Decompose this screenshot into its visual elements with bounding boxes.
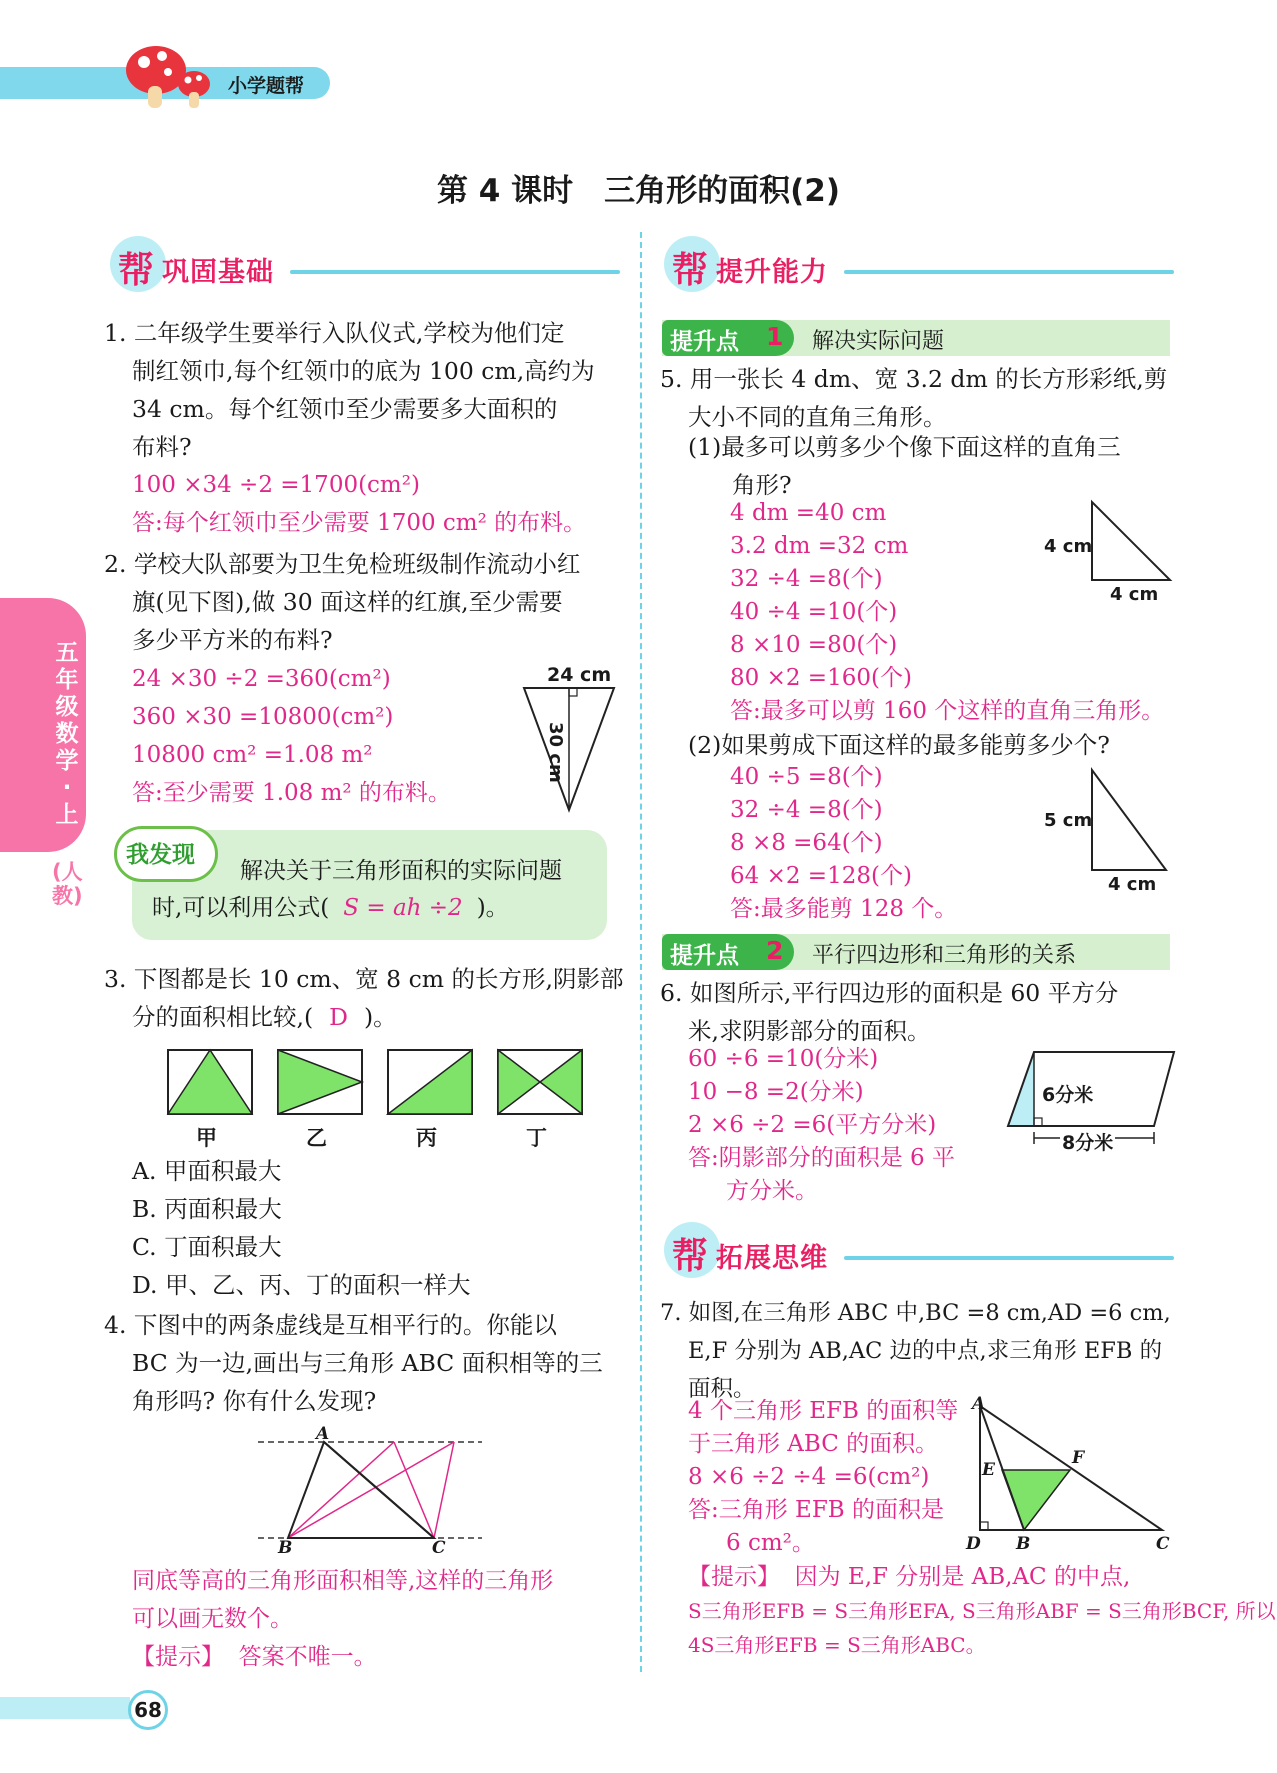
tisheng-bar-2 (662, 934, 1170, 970)
side-tab-text: 五年级数学·上 (55, 640, 79, 828)
q2-answer-line: 答:至少需要 1.08 m² 的布料。 (132, 780, 451, 806)
q7-line: 面积。 (688, 1376, 756, 1402)
q3-label: 丙 (416, 1126, 437, 1150)
q5-triangle2-figure (1086, 766, 1176, 876)
q1-line: 制红领巾,每个红领巾的底为 100 cm,高约为 (132, 357, 595, 385)
q6-answer-line: 60 ÷6 =10(分米) (688, 1046, 879, 1072)
discovery-line2-post: )。 (476, 895, 509, 921)
q1-answer-calc: 100 ×34 ÷2 =1700(cm²) (132, 472, 420, 498)
section-title-text: 提升能力 (716, 257, 828, 288)
q5-answer1-line: 4 dm =40 cm (730, 500, 887, 526)
q7-point-label: D (966, 1534, 981, 1554)
q7-point-label: E (982, 1460, 995, 1480)
q4-point-label: B (278, 1538, 293, 1558)
q4-text (104, 1306, 603, 1420)
q5-text (660, 360, 1167, 436)
q5-answer1-line: 8 ×10 =80(个) (730, 632, 898, 658)
q5-part1 (688, 428, 1121, 504)
bang-char: 帮 (672, 250, 709, 291)
q7-text (660, 1294, 1171, 1408)
q3-line: 3. 下图都是长 10 cm、宽 8 cm 的长方形,阴影部 (104, 965, 624, 993)
page-number: 68 (134, 1698, 162, 1722)
q7-point-label: C (1156, 1534, 1170, 1554)
q4-answer-line: 可以画无数个。 (132, 1606, 293, 1632)
q3-line-2-text: 分的面积相比较,( (132, 1003, 314, 1031)
discovery-formula: S = ah ÷2 (343, 895, 463, 921)
discovery-line1: 解决关于三角形面积的实际问题 (240, 858, 562, 884)
q4-answer-line: 同底等高的三角形面积相等,这样的三角形 (132, 1568, 554, 1594)
q2-answer-line: 360 ×30 =10800(cm²) (132, 704, 394, 730)
q5-triangle1-figure (1086, 498, 1176, 586)
discovery-badge-text: 我发现 (126, 842, 195, 868)
q7-hint-3: 4S三角形EFB = S三角形ABC。 (688, 1633, 986, 1657)
q7-point-label: F (1072, 1448, 1085, 1468)
q6-line: 6. 如图所示,平行四边形的面积是 60 平方分 (660, 979, 1119, 1007)
section-basic-title (162, 250, 274, 289)
q1-answer-text: 答:每个红领巾至少需要 1700 cm² 的布料。 (132, 510, 587, 536)
brand-name: 小学题帮 (228, 75, 305, 97)
q4-line: BC 为一边,画出与三角形 ABC 面积相等的三 (132, 1349, 603, 1377)
footer-band (0, 1697, 130, 1719)
mushroom-logo-icon (122, 40, 222, 112)
q3-text (104, 960, 623, 1036)
q7-answer (688, 1396, 958, 1558)
discovery-line2 (152, 893, 509, 923)
q4-hint-text: 答案不唯一。 (238, 1644, 377, 1670)
q7-hint-label: 【提示】 (688, 1564, 780, 1590)
tisheng-badge-text: 提升点 (670, 329, 739, 355)
q6-answer-line: 答:阴影部分的面积是 6 平 (688, 1145, 956, 1171)
q3-rectangles-figure (164, 1046, 604, 1118)
q1-line: 1. 二年级学生要举行入队仪式,学校为他们定 (104, 319, 565, 347)
q7-line: E,F 分别为 AB,AC 边的中点,求三角形 EFB 的 (688, 1338, 1163, 1364)
q5-answer2-line: 答:最多能剪 128 个。 (730, 896, 958, 922)
q5-answer2-line: 40 ÷5 =8(个) (730, 764, 883, 790)
q3-option: D. 甲、乙、丙、丁的面积一样大 (132, 1271, 471, 1299)
page-title: 第 4 课时 三角形的面积(2) (436, 173, 841, 209)
tisheng-number: 1 (766, 322, 784, 351)
q7-answer-line: 4 个三角形 EFB 的面积等 (688, 1398, 959, 1424)
q3-label: 乙 (306, 1126, 327, 1150)
q1-line: 34 cm。每个红领巾至少需要多大面积的 (132, 395, 558, 423)
tisheng-label: 解决实际问题 (812, 329, 945, 354)
q5-line: 大小不同的直角三角形。 (688, 403, 947, 431)
section-improve-title (716, 250, 828, 289)
q7-hint-1 (688, 1562, 1130, 1592)
q5-answer1-line: 80 ×2 =160(个) (730, 665, 912, 691)
q7-answer-line: 6 cm²。 (726, 1530, 815, 1556)
q5-answer2-line: 32 ÷4 =8(个) (730, 797, 883, 823)
column-divider (640, 232, 642, 1672)
q5-answer2-line: 64 ×2 =128(个) (730, 863, 912, 889)
q7-point-label: A (972, 1394, 986, 1414)
section-title-text: 巩固基础 (162, 257, 274, 288)
q4-hint-label: 【提示】 (132, 1644, 224, 1670)
q7-point-label: B (1016, 1534, 1031, 1554)
q7-answer-line: 于三角形 ABC 的面积。 (688, 1431, 939, 1457)
q5-fig1-base: 4 cm (1110, 584, 1159, 605)
q6-line: 米,求阴影部分的面积。 (688, 1017, 931, 1045)
q5-answer1-line: 32 ÷4 =8(个) (730, 566, 883, 592)
side-tab-sub: (人教) (52, 860, 83, 908)
section-expand-title (716, 1236, 828, 1275)
q5-fig2-base: 4 cm (1108, 874, 1157, 895)
q2-text (104, 545, 580, 659)
q6-answer-line: 10 −8 =2(分米) (688, 1079, 864, 1105)
section-improve-header (664, 236, 1174, 292)
q7-triangle-figure (968, 1400, 1174, 1536)
tisheng-number: 2 (766, 936, 784, 965)
q3-line-2 (104, 998, 623, 1036)
q7-line: 7. 如图,在三角形 ABC 中,BC =8 cm,AD =6 cm, (660, 1300, 1171, 1326)
flag-top-label: 24 cm (547, 664, 612, 686)
q5-answer2-line: 8 ×8 =64(个) (730, 830, 883, 856)
q4-hint (132, 1642, 377, 1672)
bang-char: 帮 (118, 250, 155, 291)
q7-answer-line: 8 ×6 ÷2 ÷4 =6(cm²) (688, 1464, 930, 1490)
q5-part1-line: (1)最多可以剪多少个像下面这样的直角三 (688, 433, 1121, 461)
q7-hint-2: S三角形EFB = S三角形EFA, S三角形ABF = S三角形BCF, 所以 (688, 1599, 1276, 1623)
q6-answer-line: 方分米。 (726, 1178, 818, 1204)
q5-answer1-line: 3.2 dm =32 cm (730, 533, 909, 559)
bang-char: 帮 (672, 1236, 709, 1277)
q6-answer (688, 1044, 955, 1206)
discovery-line2-pre: 时,可以利用公式( (152, 895, 330, 921)
q3-option: B. 丙面积最大 (132, 1195, 282, 1223)
q1-text (104, 314, 595, 466)
q3-option: A. 甲面积最大 (132, 1157, 282, 1185)
flag-height-label: 30 cm (545, 722, 566, 783)
q2-line: 多少平方米的布料? (132, 626, 333, 654)
q2-answer-line: 10800 cm² =1.08 m² (132, 742, 373, 768)
q4-line: 4. 下图中的两条虚线是互相平行的。你能以 (104, 1311, 557, 1339)
q5-answer2 (730, 762, 957, 924)
q5-part2: (2)如果剪成下面这样的最多能剪多少个? (688, 731, 1110, 759)
q6-fig-base: 8分米 (1060, 1128, 1115, 1155)
q6-fig-height: 6分米 (1042, 1084, 1094, 1106)
q7-hint1-text: 因为 E,F 分别是 AB,AC 的中点, (794, 1564, 1131, 1590)
q3-answer: D (329, 1003, 348, 1031)
q2-answer-line: 24 ×30 ÷2 =360(cm²) (132, 666, 391, 692)
section-basic-header (110, 236, 620, 292)
q6-answer-line: 2 ×6 ÷2 =6(平方分米) (688, 1112, 937, 1138)
section-expand-header (664, 1222, 1174, 1278)
q4-line: 角形吗? 你有什么发现? (132, 1387, 377, 1415)
q5-answer1-line: 答:最多可以剪 160 个这样的直角三角形。 (730, 698, 1165, 724)
q1-line: 布料? (132, 433, 192, 461)
q4-point-label: A (316, 1424, 330, 1444)
tisheng-bar-1 (662, 320, 1170, 356)
q7-answer-line: 答:三角形 EFB 的面积是 (688, 1497, 945, 1523)
q4-parallel-figure (252, 1432, 492, 1552)
q4-point-label: C (432, 1538, 446, 1558)
q5-answer1-line: 40 ÷4 =10(个) (730, 599, 898, 625)
q5-fig1-side: 4 cm (1044, 536, 1093, 557)
q5-fig2-side: 5 cm (1044, 810, 1093, 831)
q5-line: 5. 用一张长 4 dm、宽 3.2 dm 的长方形彩纸,剪 (660, 365, 1168, 393)
q2-line: 2. 学校大队部要为卫生免检班级制作流动小红 (104, 550, 581, 578)
q3-label: 丁 (526, 1126, 547, 1150)
q6-text (660, 974, 1118, 1050)
tisheng-badge-text: 提升点 (670, 943, 739, 969)
section-title-text: 拓展思维 (716, 1243, 828, 1274)
q3-option: C. 丁面积最大 (132, 1233, 282, 1261)
q2-line: 旗(见下图),做 30 面这样的红旗,至少需要 (132, 588, 563, 616)
q3-options (132, 1152, 470, 1304)
tisheng-label: 平行四边形和三角形的关系 (812, 943, 1077, 968)
q3-close: )。 (363, 1003, 397, 1031)
q5-part1-line: 角形? (732, 471, 792, 499)
q3-label: 甲 (196, 1126, 217, 1150)
